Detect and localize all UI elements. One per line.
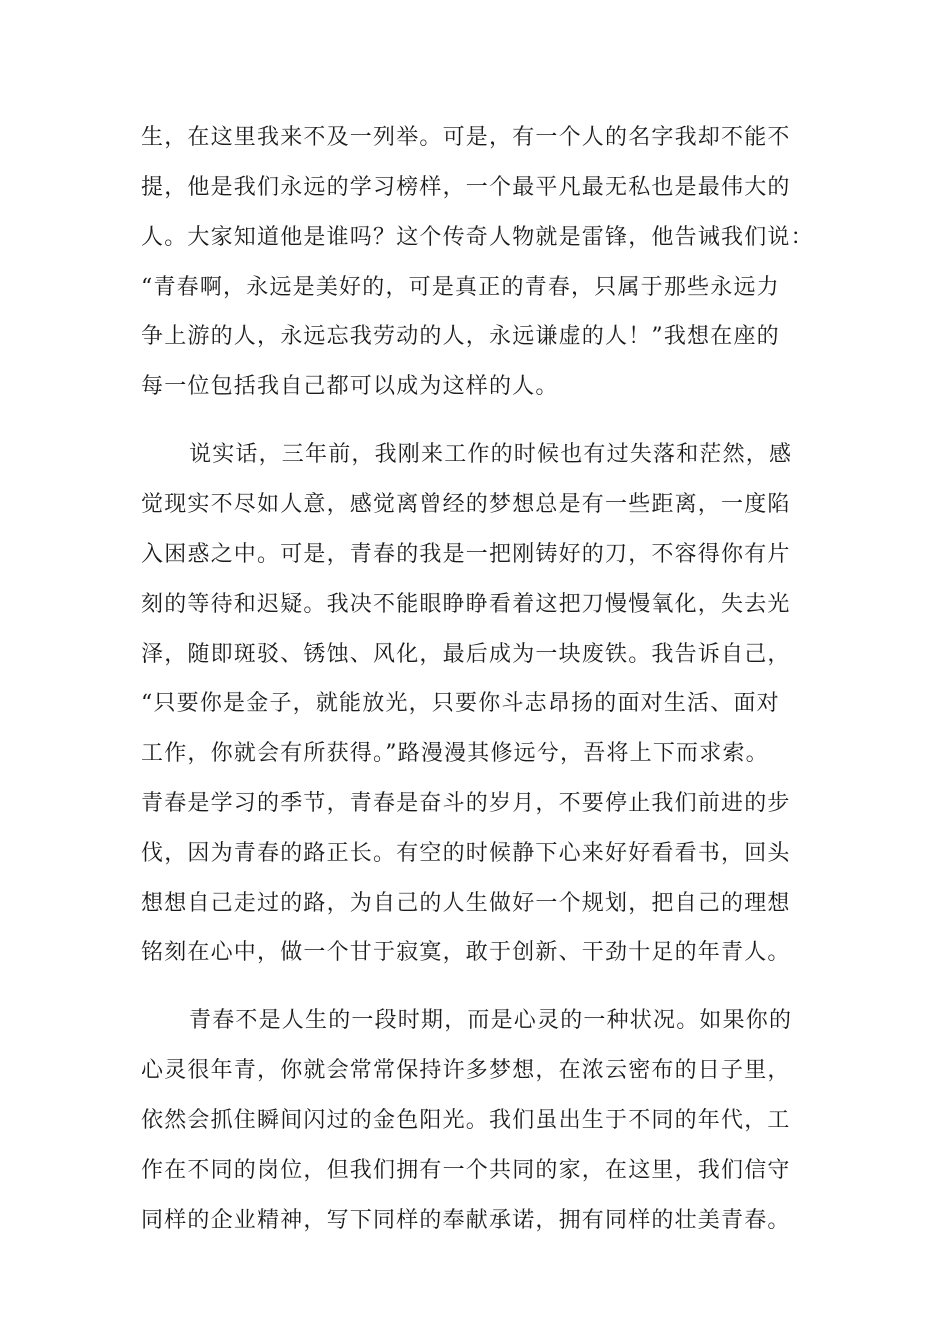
text-line: 铭刻在心中，做一个甘于寂寞，敢于创新、干劲十足的年青人。 bbox=[141, 940, 791, 965]
text-line: 生，在这里我来不及一列举。可是，有一个人的名字我却不能不 bbox=[141, 125, 791, 150]
text-line: “青春啊，永远是美好的，可是真正的青春，只属于那些永远力 bbox=[141, 275, 780, 300]
text-line: 青春不是人生的一段时期，而是心灵的一种状况。如果你的 bbox=[189, 1008, 793, 1033]
text-line: 说实话，三年前，我刚来工作的时候也有过失落和茫然，感 bbox=[189, 442, 793, 467]
text-line: 泽，随即斑驳、锈蚀、风化，最后成为一块废铁。我告诉自己， bbox=[141, 642, 791, 667]
text-line: 同样的企业精神，写下同样的奉献承诺，拥有同样的壮美青春。 bbox=[141, 1208, 791, 1233]
text-line: 刻的等待和迟疑。我决不能眼睁睁看着这把刀慢慢氧化，失去光 bbox=[141, 592, 791, 617]
text-line: 人。大家知道他是谁吗？这个传奇人物就是雷锋，他告诫我们说： bbox=[141, 225, 814, 250]
text-line: 工作，你就会有所获得。”路漫漫其修远兮，吾将上下而求索。 bbox=[141, 741, 769, 766]
text-line: 伐，因为青春的路正长。有空的时候静下心来好好看看书，回头 bbox=[141, 841, 791, 866]
text-line: 提，他是我们永远的学习榜样，一个最平凡最无私也是最伟大的 bbox=[141, 175, 791, 200]
text-line: 心灵很年青，你就会常常保持许多梦想，在浓云密布的日子里， bbox=[141, 1058, 791, 1083]
text-line: 作在不同的岗位，但我们拥有一个共同的家，在这里，我们信守 bbox=[141, 1158, 791, 1183]
text-line: 入困惑之中。可是，青春的我是一把刚铸好的刀，不容得你有片 bbox=[141, 542, 791, 567]
text-line: 想想自己走过的路，为自己的人生做好一个规划，把自己的理想 bbox=[141, 891, 791, 916]
text-line: 争上游的人，永远忘我劳动的人，永远谦虚的人！”我想在座的 bbox=[141, 324, 780, 349]
text-line: 依然会抓住瞬间闪过的金色阳光。我们虽出生于不同的年代，工 bbox=[141, 1108, 791, 1133]
text-line: 每一位包括我自己都可以成为这样的人。 bbox=[141, 374, 559, 399]
text-line: 青春是学习的季节，青春是奋斗的岁月，不要停止我们前进的步 bbox=[141, 791, 791, 816]
text-line: 觉现实不尽如人意，感觉离曾经的梦想总是有一些距离，一度陷 bbox=[141, 492, 791, 517]
text-line: “只要你是金子，就能放光，只要你斗志昂扬的面对生活、面对 bbox=[141, 691, 780, 716]
